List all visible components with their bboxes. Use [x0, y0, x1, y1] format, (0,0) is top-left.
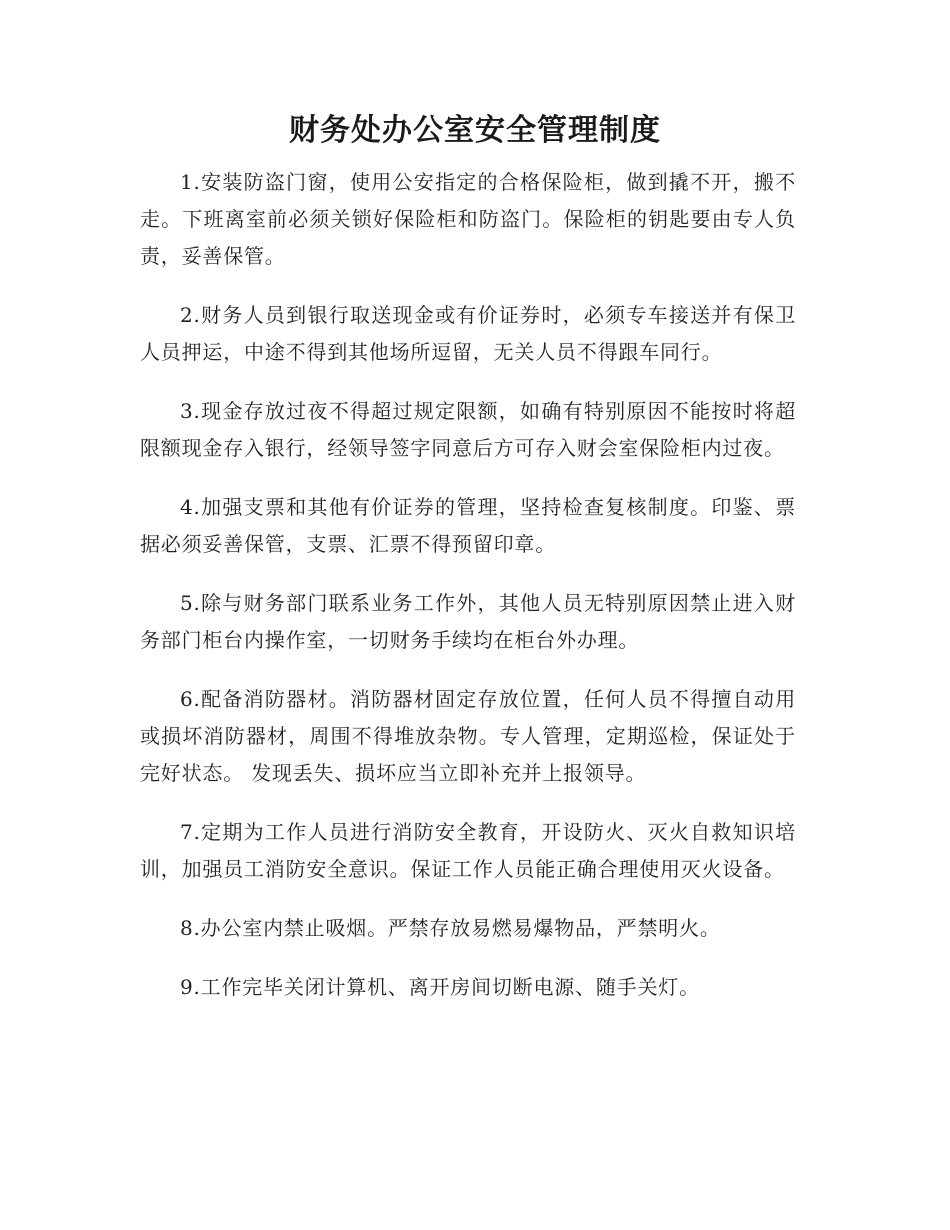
document-title: 财务处办公室安全管理制度 [289, 113, 661, 148]
paragraph-3: 3.现金存放过夜不得超过规定限额，如确有特别原因不能按时将超限额现金存入银行，经领导签字同意后方可存入财会室保险柜内过夜。 [140, 399, 796, 460]
paragraph-4: 4.加强支票和其他有价证券的管理，坚持检查复核制度。印鉴、票据必须妥善保管，支票、汇票不得预留印章。 [140, 495, 796, 556]
paragraph-2: 2.财务人员到银行取送现金或有价证券时，必须专车接送并有保卫人员押运，中途不得到其他场所逗留，无关人员不得跟车同行。 [140, 303, 796, 364]
paragraph-9: 9.工作完毕关闭计算机、离开房间切断电源、随手关灯。 [180, 975, 700, 999]
document-body [140, 164, 796, 1028]
paragraph-5: 5.除与财务部门联系业务工作外，其他人员无特别原因禁止进入财务部门柜台内操作室，一切财务手续均在柜台外办理。 [140, 591, 796, 652]
paragraph-7: 7.定期为工作人员进行消防安全教育，开设防火、灭火自救知识培训，加强员工消防安全意识。保证工作人员能正确合理使用灭火设备。 [140, 820, 796, 881]
paragraph-8: 8.办公室内禁止吸烟。严禁存放易燃易爆物品，严禁明火。 [180, 916, 721, 940]
paragraph-1: 1.安装防盗门窗，使用公安指定的合格保险柜，做到撬不开，搬不走。下班离室前必须关锁好保险柜和防盗门。保险柜的钥匙要由专人负责，妥善保管。 [140, 170, 796, 268]
paragraph-6: 6.配备消防器材。消防器材固定存放位置，任何人员不得擅自动用或损坏消防器材，周围不得堆放杂物。专人管理，定期巡检，保证处于完好状态。 发现丢失、损坏应当立即补充并上报领导。 [140, 687, 796, 785]
